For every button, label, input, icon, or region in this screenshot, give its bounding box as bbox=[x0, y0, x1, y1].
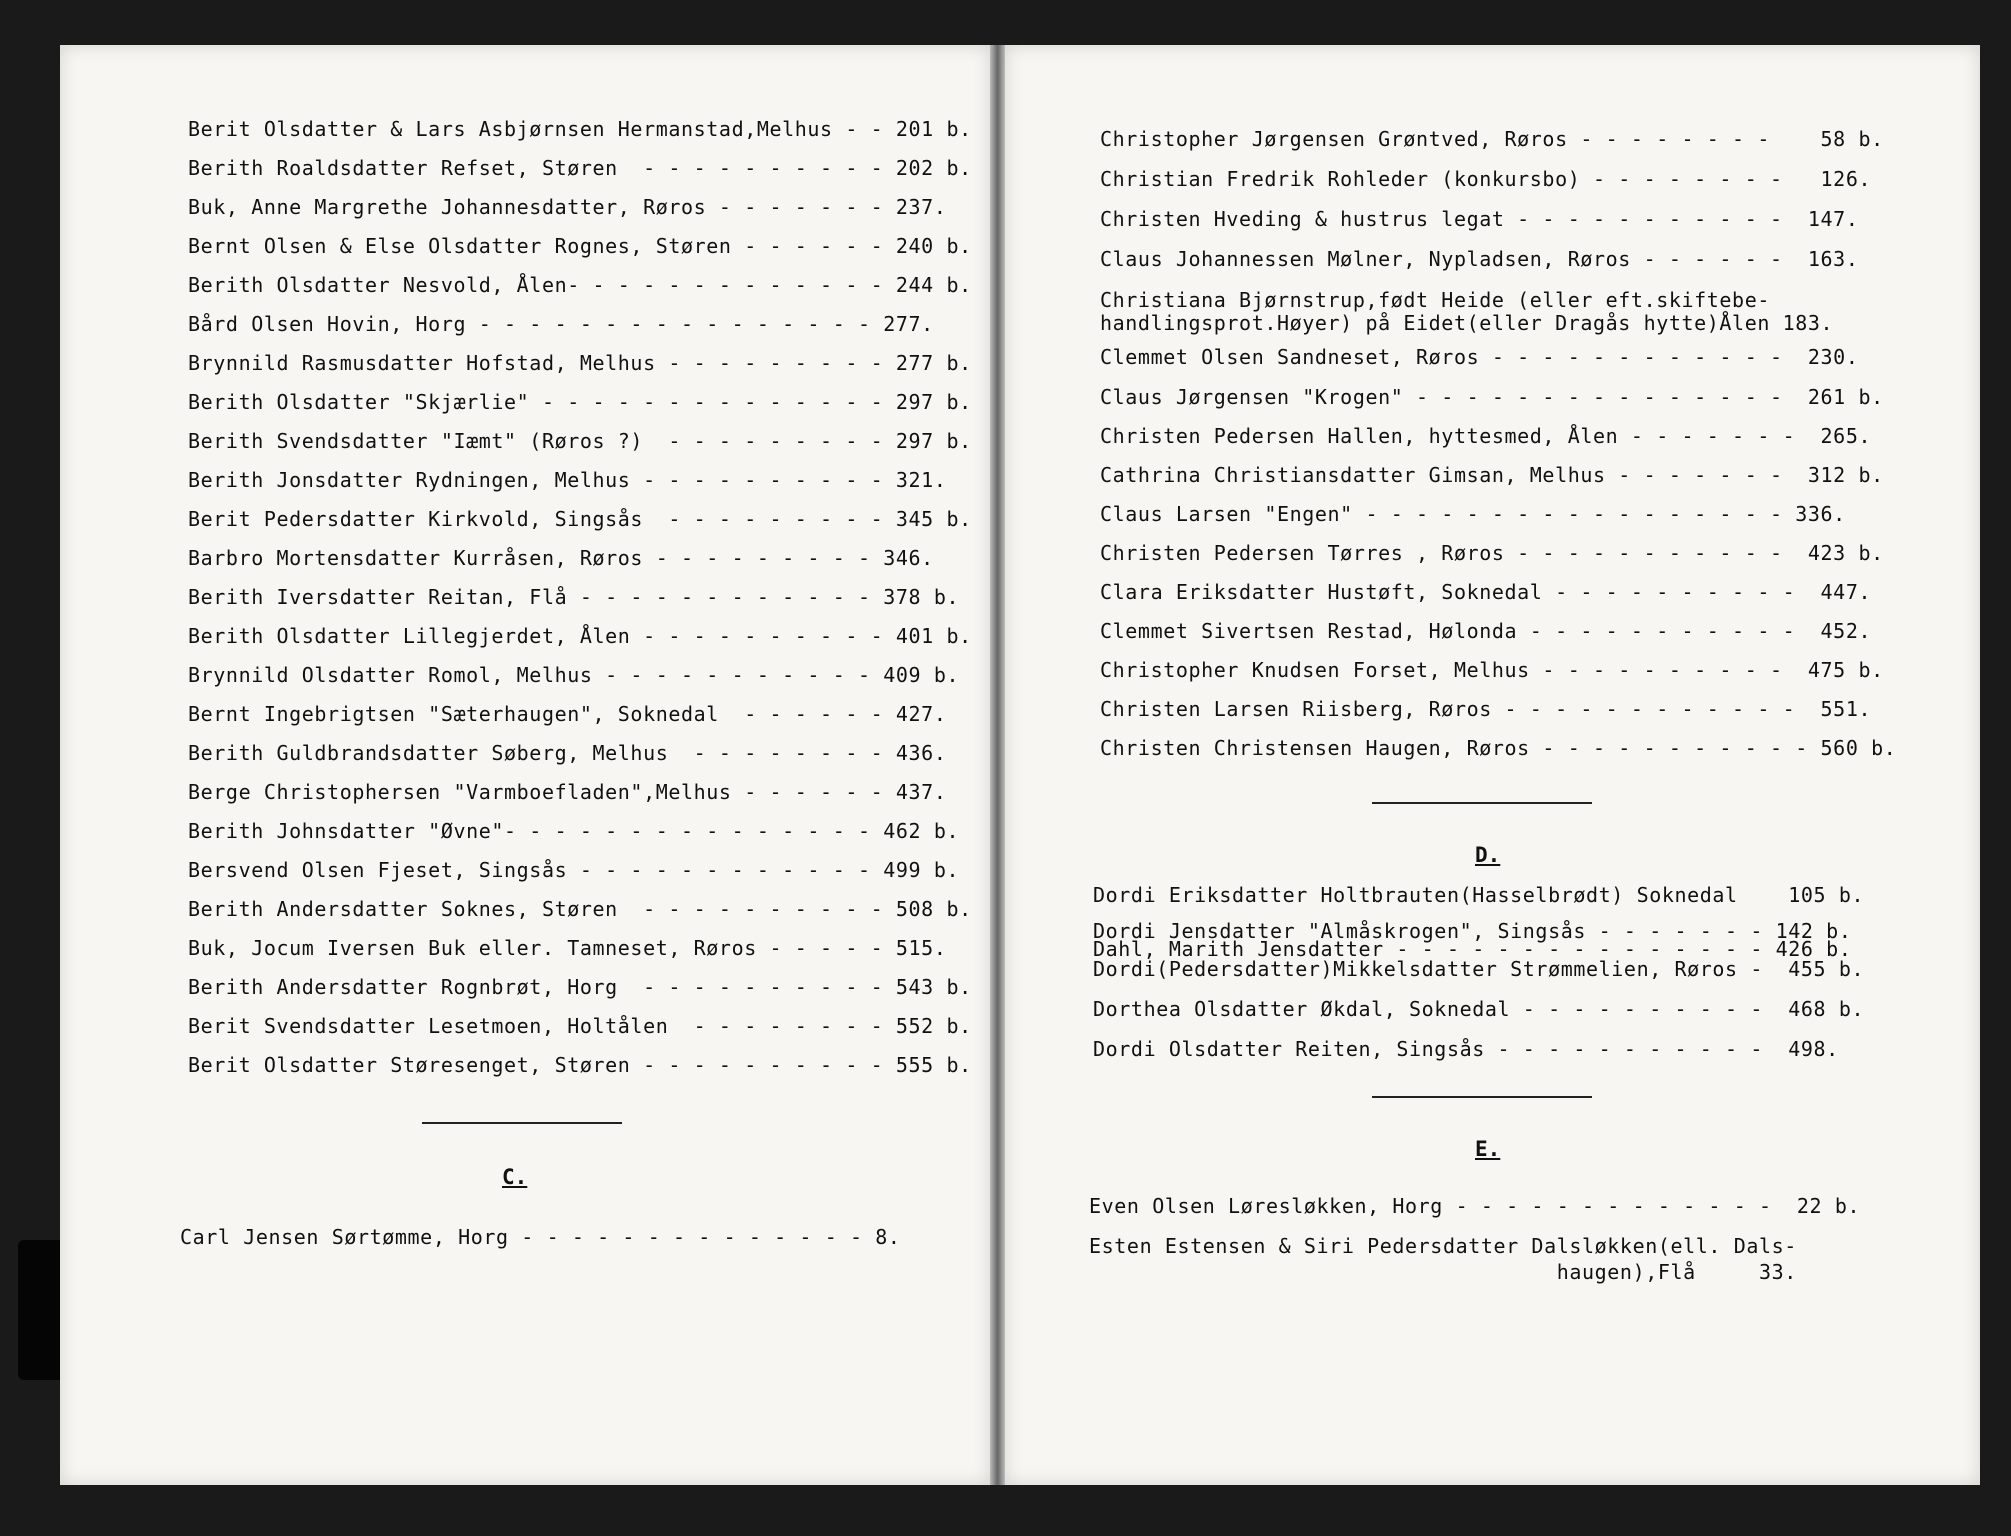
index-entry: Bernt Olsen & Else Olsdatter Rognes, Støren - - - - - - 240 b. bbox=[188, 234, 972, 258]
index-entry: Berith Olsdatter "Skjærlie" - - - - - - - - - - - - - - 297 b. bbox=[188, 390, 972, 414]
index-entry: Claus Jørgensen "Krogen" - - - - - - - - - - - - - - - 261 b. bbox=[1100, 385, 1884, 409]
index-entry: Berith Andersdatter Soknes, Støren - - - - - - - - - - 508 b. bbox=[188, 897, 972, 921]
index-entry: Berit Olsdatter & Lars Asbjørnsen Hermanstad,Melhus - - 201 b. bbox=[188, 117, 972, 141]
index-entry: Carl Jensen Sørtømme, Horg - - - - - - - - - - - - - - 8. bbox=[180, 1225, 901, 1249]
section-divider bbox=[422, 1122, 622, 1124]
index-entry: Barbro Mortensdatter Kurråsen, Røros - - - - - - - - - 346. bbox=[188, 546, 934, 570]
index-entry: Christian Fredrik Rohleder (konkursbo) - - - - - - - - 126. bbox=[1100, 167, 1872, 191]
section-divider bbox=[1372, 802, 1592, 804]
left-page bbox=[60, 45, 990, 1485]
right-page bbox=[1005, 45, 1980, 1485]
index-entry: Clara Eriksdatter Hustøft, Soknedal - - - - - - - - - - 447. bbox=[1100, 580, 1872, 604]
index-entry: Dorthea Olsdatter Økdal, Soknedal - - - - - - - - - - 468 b. bbox=[1093, 997, 1865, 1021]
index-entry: Esten Estensen & Siri Pedersdatter Dalsløkken(ell. Dals- bbox=[1089, 1234, 1797, 1258]
index-entry: Bersvend Olsen Fjeset, Singsås - - - - - - - - - - - - 499 b. bbox=[188, 858, 960, 882]
index-entry: Berith Iversdatter Reitan, Flå - - - - - - - - - - - - 378 b. bbox=[188, 585, 960, 609]
index-entry: Claus Johannessen Mølner, Nypladsen, Røros - - - - - - 163. bbox=[1100, 247, 1859, 271]
section-heading-e: E. bbox=[1475, 1137, 1501, 1161]
index-entry: Berith Johnsdatter "Øvne"- - - - - - - - - - - - - - - 462 b. bbox=[188, 819, 960, 843]
section-heading-d: D. bbox=[1475, 843, 1501, 867]
index-entry: Dahl, Marith Jensdatter - - - - - - - - - - - - - - - 426 b. bbox=[1093, 937, 1852, 961]
index-entry: Brynnild Olsdatter Romol, Melhus - - - - - - - - - - - 409 b. bbox=[188, 663, 960, 687]
section-divider bbox=[1372, 1096, 1592, 1098]
index-entry: Dordi Eriksdatter Holtbrauten(Hasselbrødt) Soknedal 105 b. bbox=[1093, 883, 1865, 907]
index-entry: Berit Pedersdatter Kirkvold, Singsås - - - - - - - - - 345 b. bbox=[188, 507, 972, 531]
index-entry: Clemmet Olsen Sandneset, Røros - - - - - - - - - - - - 230. bbox=[1100, 345, 1859, 369]
index-entry: Berith Jonsdatter Rydningen, Melhus - - - - - - - - - - 321. bbox=[188, 468, 947, 492]
index-entry: Christiana Bjørnstrup,født Heide (eller eft.skiftebe- bbox=[1100, 288, 1770, 312]
index-entry: Christen Hveding & hustrus legat - - - - - - - - - - - 147. bbox=[1100, 207, 1859, 231]
index-entry: Buk, Jocum Iversen Buk eller. Tamneset, Røros - - - - - 515. bbox=[188, 936, 947, 960]
index-entry: Christen Christensen Haugen, Røros - - - - - - - - - - - 560 b. bbox=[1100, 736, 1897, 760]
index-entry: Berith Andersdatter Rognbrøt, Horg - - - - - - - - - - 543 b. bbox=[188, 975, 972, 999]
index-entry: Berge Christophersen "Varmboefladen",Melhus - - - - - - 437. bbox=[188, 780, 947, 804]
index-entry: Berith Guldbrandsdatter Søberg, Melhus - - - - - - - - 436. bbox=[188, 741, 947, 765]
index-entry: Berith Olsdatter Lillegjerdet, Ålen - - - - - - - - - - 401 b. bbox=[188, 624, 972, 648]
index-entry: Brynnild Rasmusdatter Hofstad, Melhus - - - - - - - - - 277 b. bbox=[188, 351, 972, 375]
index-entry: handlingsprot.Høyer) på Eidet(eller Dragås hytte)Ålen 183. bbox=[1100, 311, 1834, 335]
index-entry: Dordi(Pedersdatter)Mikkelsdatter Strømmelien, Røros - 455 b. bbox=[1093, 957, 1865, 981]
index-entry: Buk, Anne Margrethe Johannesdatter, Røros - - - - - - - 237. bbox=[188, 195, 947, 219]
index-entry: Christen Larsen Riisberg, Røros - - - - - - - - - - - - 551. bbox=[1100, 697, 1872, 721]
index-entry: Cathrina Christiansdatter Gimsan, Melhus - - - - - - - 312 b. bbox=[1100, 463, 1884, 487]
index-entry: Berith Olsdatter Nesvold, Ålen- - - - - - - - - - - - - 244 b. bbox=[188, 273, 972, 297]
index-entry: Berith Roaldsdatter Refset, Støren - - - - - - - - - - 202 b. bbox=[188, 156, 972, 180]
index-entry: haugen),Flå 33. bbox=[1089, 1260, 1797, 1284]
index-entry: Even Olsen Løresløkken, Horg - - - - - - - - - - - - - 22 b. bbox=[1089, 1194, 1861, 1218]
index-entry: Christopher Knudsen Forset, Melhus - - - - - - - - - - 475 b. bbox=[1100, 658, 1884, 682]
index-entry: Bård Olsen Hovin, Horg - - - - - - - - - - - - - - - - 277. bbox=[188, 312, 934, 336]
index-entry: Claus Larsen "Engen" - - - - - - - - - - - - - - - - - 336. bbox=[1100, 502, 1846, 526]
index-entry: Christen Pedersen Hallen, hyttesmed, Ålen - - - - - - - 265. bbox=[1100, 424, 1872, 448]
book-gutter bbox=[990, 45, 1005, 1485]
index-entry: Berit Olsdatter Støresenget, Støren - - - - - - - - - - 555 b. bbox=[188, 1053, 972, 1077]
section-heading-c: C. bbox=[502, 1165, 528, 1189]
index-entry: Christen Pedersen Tørres , Røros - - - - - - - - - - - 423 b. bbox=[1100, 541, 1884, 565]
index-entry: Dordi Olsdatter Reiten, Singsås - - - - - - - - - - - 498. bbox=[1093, 1037, 1839, 1061]
index-entry: Berith Svendsdatter "Iæmt" (Røros ?) - - - - - - - - - 297 b. bbox=[188, 429, 972, 453]
index-entry: Christopher Jørgensen Grøntved, Røros - - - - - - - - 58 b. bbox=[1100, 127, 1884, 151]
index-entry: Dordi Jensdatter "Almåskrogen", Singsås - - - - - - - 142 b. bbox=[1093, 919, 1852, 943]
index-entry: Clemmet Sivertsen Restad, Hølonda - - - - - - - - - - - 452. bbox=[1100, 619, 1872, 643]
index-entry: Berit Svendsdatter Lesetmoen, Holtålen - - - - - - - - 552 b. bbox=[188, 1014, 972, 1038]
index-entry: Bernt Ingebrigtsen "Sæterhaugen", Soknedal - - - - - - 427. bbox=[188, 702, 947, 726]
